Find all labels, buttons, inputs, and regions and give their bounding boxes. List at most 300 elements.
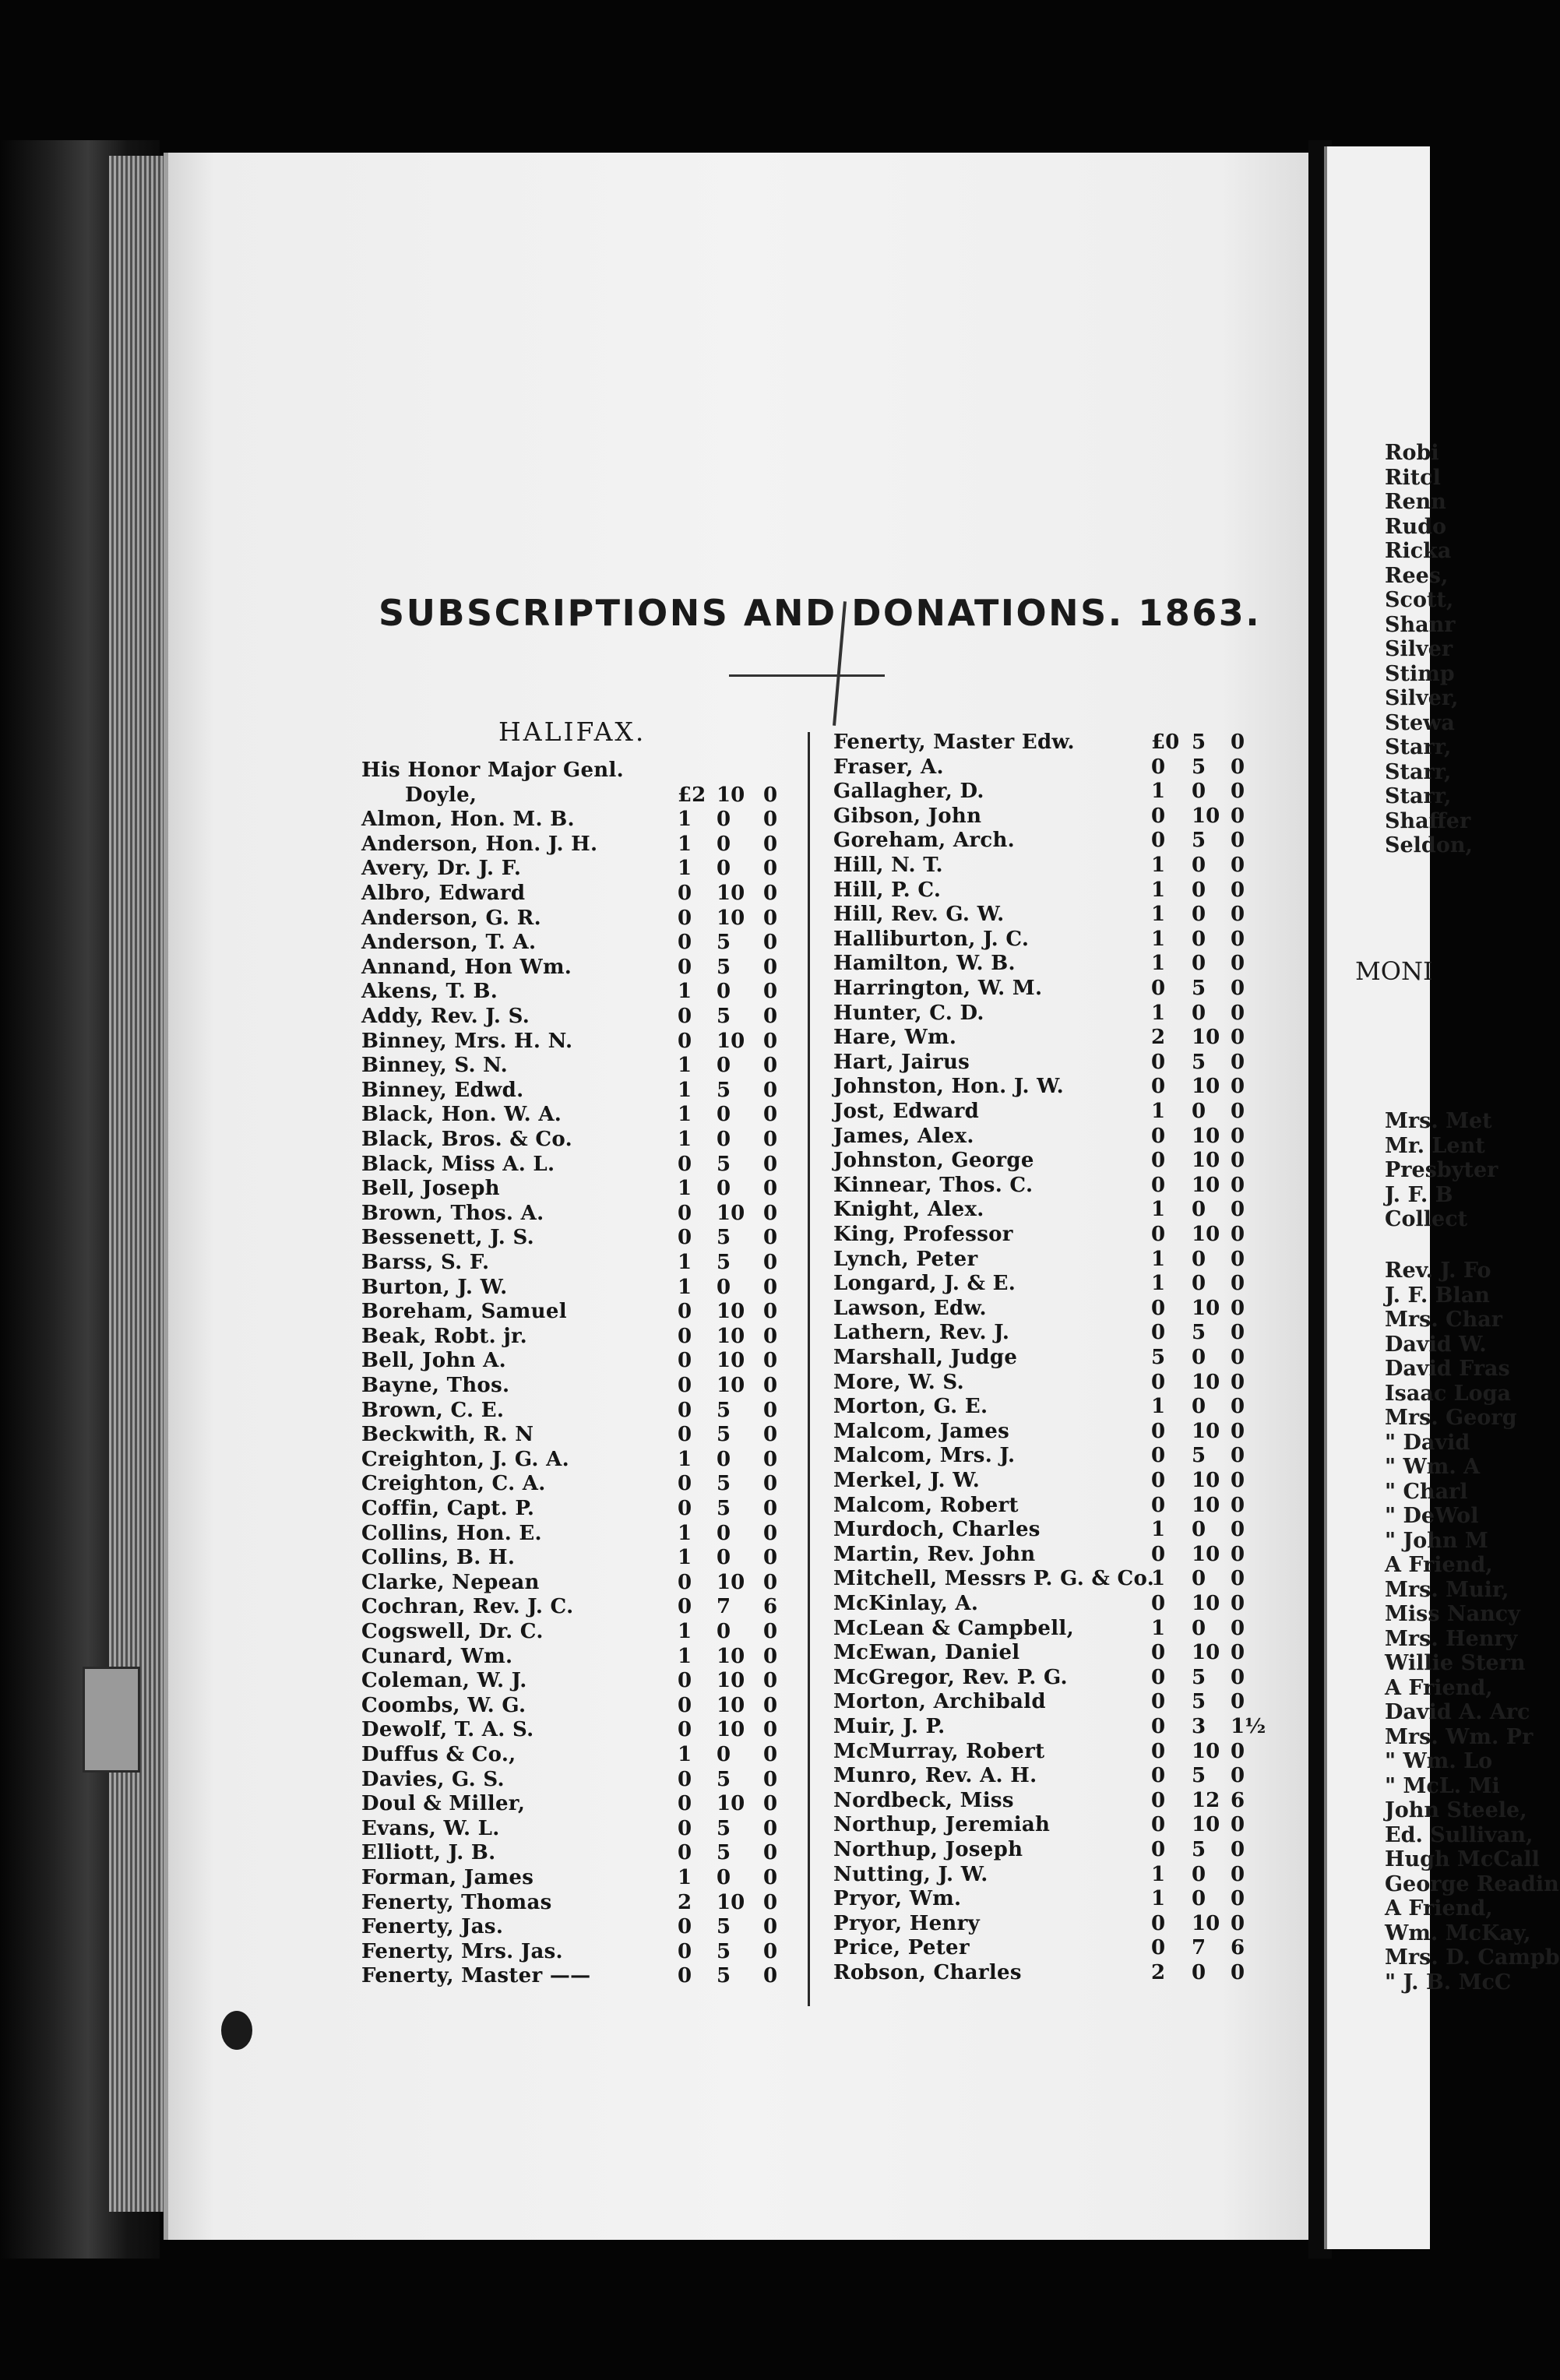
shillings-amount: 5 xyxy=(717,1251,731,1274)
neighbor-text: " David xyxy=(1385,1430,1470,1455)
pounds-amount: 0 xyxy=(678,1349,692,1373)
neighbor-text: Stewa xyxy=(1385,710,1455,735)
subscriber-name: Black, Hon. W. A. xyxy=(361,1103,562,1127)
pounds-amount: 0 xyxy=(1151,1370,1166,1394)
shillings-amount: 0 xyxy=(717,1743,731,1766)
subscriber-name: Morton, Archibald xyxy=(833,1690,1046,1714)
shillings-amount: 10 xyxy=(1192,1223,1220,1246)
pence-amount: 0 xyxy=(1231,1567,1245,1591)
subscriber-name: Bessenett, J. S. xyxy=(361,1226,534,1250)
subscriber-name: Malcom, Robert xyxy=(833,1493,1019,1517)
pence-amount: 0 xyxy=(763,783,778,807)
pence-amount: 0 xyxy=(1231,1493,1245,1517)
shillings-amount: 10 xyxy=(1192,1370,1220,1394)
neighbor-text: A Friend, xyxy=(1385,1896,1493,1921)
subscriber-name: Hare, Wm. xyxy=(833,1026,957,1050)
pence-amount: 0 xyxy=(763,955,778,979)
subscriber-name: Davies, G. S. xyxy=(361,1767,505,1791)
pence-amount: 0 xyxy=(1231,1247,1245,1271)
subscriber-name: Fenerty, Thomas xyxy=(361,1890,552,1914)
subscriber-name: Cunard, Wm. xyxy=(361,1644,513,1668)
subscriber-name: Cogswell, Dr. C. xyxy=(361,1620,544,1643)
pence-amount: 0 xyxy=(763,808,778,832)
pounds-amount: 0 xyxy=(1151,804,1166,828)
pence-amount: 0 xyxy=(1231,1419,1245,1443)
pounds-amount: 0 xyxy=(678,1718,692,1742)
subscriber-name: Evans, W. L. xyxy=(361,1816,500,1840)
pounds-amount: 0 xyxy=(678,1595,692,1619)
neighbor-text: Mrs. Henry xyxy=(1385,1626,1518,1651)
pounds-amount: 0 xyxy=(1151,1690,1166,1714)
pence-amount: 0 xyxy=(1231,952,1245,976)
pounds-amount: 0 xyxy=(678,1841,692,1865)
pence-amount: 0 xyxy=(1231,1592,1245,1615)
page-title: SUBSCRIPTIONS AND DONATIONS. 1863. xyxy=(379,592,1262,634)
neighbor-text: David W. xyxy=(1385,1332,1487,1357)
neighbor-text: Presbyter xyxy=(1385,1158,1498,1182)
shillings-amount: 0 xyxy=(1192,1862,1206,1886)
subscriber-name: Mitchell, Messrs P. G. & Co. xyxy=(833,1567,1155,1591)
pounds-amount: 1 xyxy=(678,1521,692,1545)
pence-amount: 0 xyxy=(763,857,778,881)
shillings-amount: 5 xyxy=(1192,1665,1206,1689)
pence-amount: 0 xyxy=(763,1078,778,1102)
subscriber-name: Fenerty, Master —— xyxy=(361,1964,591,1988)
shillings-amount: 5 xyxy=(1192,731,1206,754)
subscriber-name: Lawson, Edw. xyxy=(833,1296,987,1320)
pence-amount: 0 xyxy=(1231,1100,1245,1123)
shillings-amount: 5 xyxy=(1192,1764,1206,1788)
subscriber-name: Cochran, Rev. J. C. xyxy=(361,1595,574,1619)
pence-amount: 0 xyxy=(1231,1764,1245,1788)
neighbor-text: Ritcl xyxy=(1385,465,1441,490)
subscriber-name: Pryor, Henry xyxy=(833,1911,981,1935)
neighbor-text: Mrs. Georg xyxy=(1385,1406,1517,1430)
pounds-amount: 0 xyxy=(678,931,692,955)
pence-amount: 0 xyxy=(1231,1665,1245,1689)
pence-amount: 0 xyxy=(763,1915,778,1939)
ink-blot xyxy=(221,2011,252,2050)
neighbor-text: " Charl xyxy=(1385,1479,1468,1504)
neighbor-text: Miss Nancy xyxy=(1385,1602,1520,1626)
subscriber-name: McGregor, Rev. P. G. xyxy=(833,1665,1068,1689)
shillings-amount: 5 xyxy=(717,1915,731,1939)
pounds-amount: 1 xyxy=(678,980,692,1004)
subscriber-name: Dewolf, T. A. S. xyxy=(361,1718,534,1742)
pence-amount: 0 xyxy=(763,1177,778,1201)
subscriber-name: Coombs, W. G. xyxy=(361,1693,526,1717)
neighbor-text: Silver, xyxy=(1385,686,1459,710)
neighbor-text: Mrs. Char xyxy=(1385,1308,1502,1332)
neighbor-text: Rees, xyxy=(1385,563,1449,588)
shillings-amount: 10 xyxy=(1192,1149,1220,1173)
subscriber-name: Murdoch, Charles xyxy=(833,1518,1041,1542)
pence-amount: 0 xyxy=(1231,1690,1245,1714)
neighbor-text: A Friend, xyxy=(1385,1553,1493,1577)
pence-amount: 0 xyxy=(763,1423,778,1447)
neighbor-text: " John M xyxy=(1385,1528,1488,1553)
subscriber-name: Munro, Rev. A. H. xyxy=(833,1764,1037,1788)
pence-amount: 0 xyxy=(763,1029,778,1053)
pounds-amount: 0 xyxy=(678,1693,692,1717)
shillings-amount: 10 xyxy=(1192,1542,1220,1566)
pounds-amount: 0 xyxy=(678,1497,692,1520)
shillings-amount: 5 xyxy=(717,1816,731,1840)
subscriber-name: Akens, T. B. xyxy=(361,980,498,1004)
pounds-amount: 1 xyxy=(678,1251,692,1274)
subscriber-name: Hamilton, W. B. xyxy=(833,952,1016,976)
pounds-amount: 0 xyxy=(1151,1075,1166,1099)
subscriber-name: Goreham, Arch. xyxy=(833,829,1016,853)
neighbor-text: Wm. McKay, xyxy=(1385,1921,1531,1945)
pence-amount: 0 xyxy=(763,832,778,856)
pounds-amount: 1 xyxy=(678,1620,692,1643)
subscriber-name: Binney, Mrs. H. N. xyxy=(361,1029,573,1053)
shillings-amount: 0 xyxy=(717,832,731,856)
subscriber-name: Johnston, George xyxy=(833,1149,1034,1173)
pounds-amount: 1 xyxy=(678,1103,692,1127)
section-heading: HALIFAX. xyxy=(498,716,646,747)
pounds-amount: 0 xyxy=(1151,1911,1166,1935)
subscriber-name: Kinnear, Thos. C. xyxy=(833,1173,1034,1197)
subscriber-name: More, W. S. xyxy=(833,1370,964,1394)
neighbor-text: Stimp xyxy=(1385,661,1455,686)
shillings-amount: 5 xyxy=(717,1964,731,1988)
pounds-amount: 2 xyxy=(1151,1026,1166,1050)
pounds-amount: 0 xyxy=(1151,1641,1166,1665)
page-edges xyxy=(109,156,164,2212)
shillings-amount: 5 xyxy=(1192,1838,1206,1861)
pence-amount: 0 xyxy=(1231,1050,1245,1074)
pounds-amount: 1 xyxy=(678,832,692,856)
subscriber-name: Fenerty, Jas. xyxy=(361,1915,504,1939)
shillings-amount: 10 xyxy=(1192,1075,1220,1099)
pence-amount: 0 xyxy=(1231,1173,1245,1197)
shillings-amount: 10 xyxy=(717,906,745,930)
pence-amount: 0 xyxy=(1231,1272,1245,1296)
pounds-amount: 1 xyxy=(1151,903,1166,927)
subscriber-name: Bell, Joseph xyxy=(361,1177,500,1201)
shillings-amount: 10 xyxy=(1192,1026,1220,1050)
shillings-amount: 0 xyxy=(717,808,731,832)
pounds-amount: 0 xyxy=(1151,1124,1166,1148)
subscriber-name: Gibson, John xyxy=(833,804,982,828)
shillings-amount: 5 xyxy=(717,1939,731,1963)
neighbor-text: " McL. Mi xyxy=(1385,1773,1500,1798)
shillings-amount: 10 xyxy=(717,1792,745,1816)
pence-amount: 0 xyxy=(1231,878,1245,902)
subscriber-name: Fenerty, Mrs. Jas. xyxy=(361,1939,563,1963)
neighbor-text: Rev. J. Fo xyxy=(1385,1259,1491,1283)
shillings-amount: 0 xyxy=(717,1866,731,1889)
shillings-amount: 0 xyxy=(1192,1518,1206,1542)
pounds-amount: 1 xyxy=(678,808,692,832)
subscriber-name: Martin, Rev. John xyxy=(833,1542,1036,1566)
pence-amount: 0 xyxy=(763,1472,778,1496)
shillings-amount: 10 xyxy=(1192,1493,1220,1517)
neighbor-text: Mrs. Wm. Pr xyxy=(1385,1724,1534,1749)
pounds-amount: 0 xyxy=(678,906,692,930)
shillings-amount: 10 xyxy=(717,882,745,905)
pounds-amount: 0 xyxy=(1151,1444,1166,1468)
pounds-amount: 0 xyxy=(1151,1149,1166,1173)
subscriber-name: Fenerty, Master Edw. xyxy=(833,731,1075,754)
shillings-amount: 7 xyxy=(717,1595,731,1619)
subscriber-name: Coffin, Capt. P. xyxy=(361,1497,535,1520)
pounds-amount: 1 xyxy=(678,1275,692,1299)
pounds-amount: 0 xyxy=(678,1005,692,1028)
neighbor-text: Mr. Lent xyxy=(1385,1133,1485,1158)
subscriber-name: James, Alex. xyxy=(833,1124,974,1148)
shillings-amount: 5 xyxy=(717,1472,731,1496)
subscriber-name: Brown, C. E. xyxy=(361,1398,505,1422)
pounds-amount: 5 xyxy=(1151,1346,1166,1369)
shillings-amount: 5 xyxy=(717,1423,731,1447)
neighbor-text: Ed. Sullivan, xyxy=(1385,1822,1534,1847)
neighbor-text: Ricka xyxy=(1385,539,1452,563)
shillings-amount: 0 xyxy=(1192,1272,1206,1296)
pence-amount: 0 xyxy=(1231,1862,1245,1886)
pence-amount: 0 xyxy=(763,1841,778,1865)
pence-amount: 0 xyxy=(1231,1469,1245,1492)
shillings-amount: 0 xyxy=(717,1546,731,1570)
pence-amount: 0 xyxy=(763,906,778,930)
subscriber-name: Jost, Edward xyxy=(833,1100,980,1123)
shillings-amount: 5 xyxy=(717,1841,731,1865)
subscriber-name: Burton, J. W. xyxy=(361,1275,508,1299)
shillings-amount: 5 xyxy=(1192,755,1206,779)
pounds-amount: 0 xyxy=(678,1915,692,1939)
pounds-amount: 1 xyxy=(678,1177,692,1201)
shillings-amount: 0 xyxy=(1192,1961,1206,1984)
pounds-amount: 0 xyxy=(678,1423,692,1447)
pence-amount: 0 xyxy=(1231,1370,1245,1394)
pence-amount: 0 xyxy=(763,1767,778,1791)
pence-amount: 0 xyxy=(763,1103,778,1127)
subscriber-name: Anderson, G. R. xyxy=(361,906,542,930)
shillings-amount: 0 xyxy=(1192,1198,1206,1222)
shillings-amount: 10 xyxy=(717,1374,745,1397)
pounds-amount: 1 xyxy=(678,1743,692,1766)
shillings-amount: 0 xyxy=(717,1177,731,1201)
subscriber-name: McEwan, Daniel xyxy=(833,1641,1020,1665)
shillings-amount: 0 xyxy=(717,857,731,881)
neighbor-text: Isaac Loga xyxy=(1385,1381,1512,1406)
pounds-amount: 1 xyxy=(1151,1001,1166,1025)
subscriber-name: Fraser, A. xyxy=(833,755,944,779)
subscriber-name: Binney, S. N. xyxy=(361,1054,508,1078)
pence-amount: 0 xyxy=(763,1816,778,1840)
shillings-amount: 5 xyxy=(717,1005,731,1028)
shillings-amount: 5 xyxy=(717,1152,731,1176)
pounds-amount: 1 xyxy=(1151,1272,1166,1296)
shillings-amount: 5 xyxy=(1192,1321,1206,1345)
pounds-amount: 0 xyxy=(1151,1419,1166,1443)
neighbor-text: Starr, xyxy=(1385,784,1452,808)
subscriber-name: Black, Bros. & Co. xyxy=(361,1128,572,1151)
shillings-amount: 10 xyxy=(1192,804,1220,828)
subscriber-name: Addy, Rev. J. S. xyxy=(361,1005,530,1028)
pence-amount: 0 xyxy=(1231,1075,1245,1099)
neighbor-text: Mrs. Met xyxy=(1385,1109,1492,1133)
pounds-amount: 1 xyxy=(1151,878,1166,902)
pence-amount: 0 xyxy=(1231,731,1245,754)
pounds-amount: 0 xyxy=(678,1570,692,1594)
pence-amount: 0 xyxy=(763,1128,778,1151)
pence-amount: 0 xyxy=(763,1792,778,1816)
subscriber-name: Doyle, xyxy=(405,783,477,807)
pence-amount: 0 xyxy=(1231,1444,1245,1468)
shillings-amount: 0 xyxy=(717,980,731,1004)
neighbor-text: " J. B. McC xyxy=(1385,1970,1512,1994)
pounds-amount: 0 xyxy=(678,1669,692,1693)
pounds-amount: 0 xyxy=(1151,1493,1166,1517)
pounds-amount: 1 xyxy=(678,1644,692,1668)
neighbor-text: " Wm. Lo xyxy=(1385,1749,1493,1773)
pence-amount: 0 xyxy=(763,980,778,1004)
neighbor-heading: MONI xyxy=(1355,956,1433,986)
shillings-amount: 0 xyxy=(1192,1100,1206,1123)
neighbor-text: Scott, xyxy=(1385,588,1454,612)
shillings-amount: 0 xyxy=(717,1054,731,1078)
neighbor-text: Seldon, xyxy=(1385,833,1473,857)
pounds-amount: 0 xyxy=(678,1767,692,1791)
subscriber-name: Longard, J. & E. xyxy=(833,1272,1016,1296)
subscriber-name: Beak, Robt. jr. xyxy=(361,1324,527,1348)
shillings-amount: 5 xyxy=(717,1226,731,1250)
subscriber-name: Collins, Hon. E. xyxy=(361,1521,542,1545)
subscriber-name: Beckwith, R. N xyxy=(361,1423,534,1447)
subscriber-name: Nutting, J. W. xyxy=(833,1862,988,1886)
pence-amount: 0 xyxy=(763,1152,778,1176)
subscriber-name: Knight, Alex. xyxy=(833,1198,984,1222)
pounds-amount: 0 xyxy=(1151,1788,1166,1812)
neighbor-text: Robi xyxy=(1385,441,1439,465)
pence-amount: 0 xyxy=(1231,1296,1245,1320)
pence-amount: 0 xyxy=(1231,1395,1245,1419)
column-divider xyxy=(808,732,810,2006)
subscriber-name: Merkel, J. W. xyxy=(833,1469,981,1492)
shillings-amount: 0 xyxy=(1192,1247,1206,1271)
neighbor-text: David A. Arc xyxy=(1385,1700,1530,1724)
shillings-amount: 0 xyxy=(1192,854,1206,877)
pounds-amount: 1 xyxy=(1151,1395,1166,1419)
neighbor-text: George Readin xyxy=(1385,1871,1559,1896)
shillings-amount: 3 xyxy=(1192,1715,1206,1738)
subscriber-name: Hill, N. T. xyxy=(833,854,943,877)
pounds-amount: 0 xyxy=(678,1324,692,1348)
pounds-amount: 0 xyxy=(678,1964,692,1988)
pounds-amount: 0 xyxy=(678,1300,692,1324)
subscriber-name: Barss, S. F. xyxy=(361,1251,490,1274)
neighbor-text: Willie Stern xyxy=(1385,1651,1526,1675)
pounds-amount: 0 xyxy=(678,882,692,905)
subscriber-name: Brown, Thos. A. xyxy=(361,1201,544,1225)
pounds-amount: 1 xyxy=(678,1128,692,1151)
shillings-amount: 10 xyxy=(717,783,745,807)
pounds-amount: 1 xyxy=(1151,1100,1166,1123)
subscriber-name: Clarke, Nepean xyxy=(361,1570,540,1594)
subscriber-name: Hart, Jairus xyxy=(833,1050,970,1074)
shillings-amount: 10 xyxy=(717,1029,745,1053)
shillings-amount: 0 xyxy=(717,1521,731,1545)
pence-amount: 0 xyxy=(763,882,778,905)
pence-amount: 0 xyxy=(763,1398,778,1422)
shillings-amount: 0 xyxy=(717,1275,731,1299)
pounds-amount: 0 xyxy=(678,1939,692,1963)
shillings-amount: 10 xyxy=(717,1669,745,1693)
shillings-amount: 0 xyxy=(1192,1616,1206,1640)
shillings-amount: 10 xyxy=(717,1718,745,1742)
pounds-amount: 1 xyxy=(1151,854,1166,877)
shillings-amount: 10 xyxy=(1192,1124,1220,1148)
pence-amount: 0 xyxy=(1231,1124,1245,1148)
subscriber-name: King, Professor xyxy=(833,1223,1013,1246)
pounds-amount: 1 xyxy=(1151,1518,1166,1542)
subscriber-name: Anderson, T. A. xyxy=(361,931,537,955)
subscriber-name: Hill, Rev. G. W. xyxy=(833,903,1005,927)
shillings-amount: 0 xyxy=(1192,1346,1206,1369)
subscriber-name: Malcom, Mrs. J. xyxy=(833,1444,1016,1468)
pence-amount: 0 xyxy=(1231,1961,1245,1984)
neighbor-text: J. F. Blan xyxy=(1385,1283,1490,1308)
shillings-amount: 0 xyxy=(1192,1567,1206,1591)
pence-amount: 0 xyxy=(1231,1641,1245,1665)
shillings-amount: 10 xyxy=(717,1201,745,1225)
subscriber-name: Hunter, C. D. xyxy=(833,1001,984,1025)
subscriber-name: Northup, Joseph xyxy=(833,1838,1023,1861)
pence-amount: 0 xyxy=(763,1546,778,1570)
pence-amount: 0 xyxy=(1231,1838,1245,1861)
pounds-amount: 0 xyxy=(1151,1813,1166,1837)
pounds-amount: 0 xyxy=(1151,1050,1166,1074)
neighbor-text: " Wm. A xyxy=(1385,1455,1481,1479)
pence-amount: 6 xyxy=(1231,1788,1245,1812)
pounds-amount: £2 xyxy=(678,783,706,807)
pounds-amount: 0 xyxy=(1151,1469,1166,1492)
subscriber-name: McKinlay, A. xyxy=(833,1592,979,1615)
pounds-amount: 1 xyxy=(1151,927,1166,951)
pence-amount: 0 xyxy=(1231,977,1245,1000)
neighbor-text: Mrs. D. Campb xyxy=(1385,1945,1560,1970)
subscriber-name: Northup, Jeremiah xyxy=(833,1813,1051,1837)
pounds-amount: 0 xyxy=(1151,1542,1166,1566)
pence-amount: 0 xyxy=(763,1939,778,1963)
pounds-amount: 1 xyxy=(678,1078,692,1102)
shillings-amount: 5 xyxy=(717,1767,731,1791)
pounds-amount: 1 xyxy=(678,1546,692,1570)
pounds-amount: 0 xyxy=(1151,1592,1166,1615)
shillings-amount: 0 xyxy=(1192,1395,1206,1419)
pounds-amount: 0 xyxy=(678,1226,692,1250)
subscriber-name: Marshall, Judge xyxy=(833,1346,1018,1369)
subscriber-name: Avery, Dr. J. F. xyxy=(361,857,522,881)
pence-amount: 0 xyxy=(1231,854,1245,877)
subscriber-name: Pryor, Wm. xyxy=(833,1887,962,1911)
pence-amount: 0 xyxy=(1231,1223,1245,1246)
title-rule xyxy=(729,674,885,677)
subscriber-name: Morton, G. E. xyxy=(833,1395,988,1419)
pounds-amount: 1 xyxy=(678,857,692,881)
pounds-amount: 0 xyxy=(678,1374,692,1397)
pounds-amount: 0 xyxy=(1151,1838,1166,1861)
subscriber-name: McLean & Campbell, xyxy=(833,1616,1074,1640)
subscriber-name: Nordbeck, Miss xyxy=(833,1788,1014,1812)
pence-amount: 0 xyxy=(1231,1542,1245,1566)
subscriber-name: Binney, Edwd. xyxy=(361,1078,524,1102)
pence-amount: 0 xyxy=(763,1693,778,1717)
pounds-amount: 0 xyxy=(1151,1739,1166,1763)
